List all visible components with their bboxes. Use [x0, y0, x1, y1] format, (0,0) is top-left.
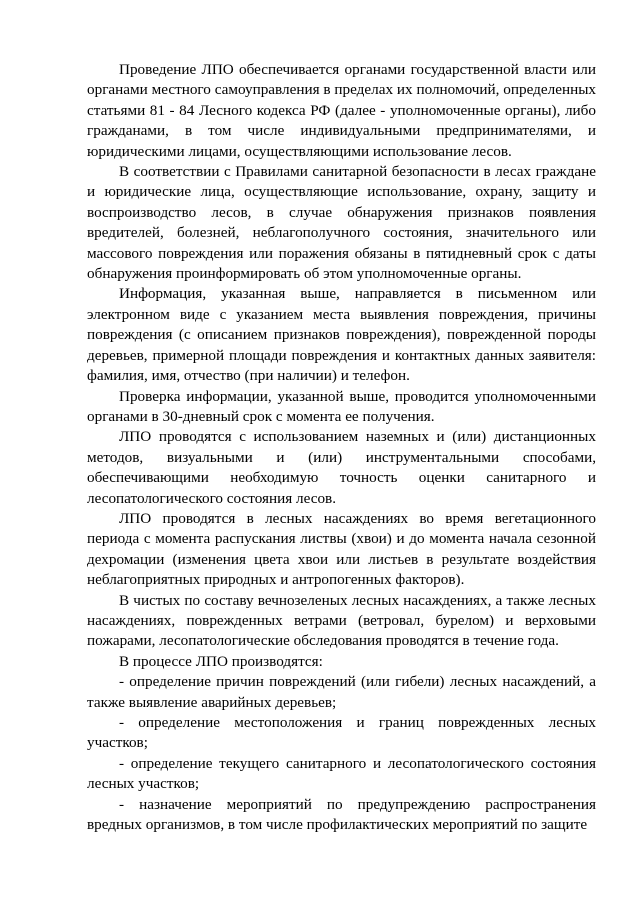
- paragraph-6: ЛПО проводятся в лесных насаждениях во время вегетационного периода с момента распускания листвы (хвои) и до момента начала сезонной дехромации (изменения цвета хвои или листьев в результате воздействия неблагоприятных природных и антропогенных факторов).: [87, 509, 596, 589]
- paragraph-5: ЛПО проводятся с использованием наземных и (или) дистанционных методов, визуальными и (или) инструментальными способами, обеспечивающими необходимую точность оценки санитарного и лесопатологического состояния лесов.: [87, 428, 596, 507]
- paragraph-8: В процессе ЛПО производятся:: [119, 652, 323, 670]
- list-item-4: - назначение мероприятий по предупреждению распространения вредных организмов, в том числе профилактических мероприятий по защите: [87, 795, 596, 834]
- list-item-1: - определение причин повреждений (или гибели) лесных насаждений, а также выявление аварийных деревьев;: [87, 673, 596, 711]
- paragraph-7: В чистых по составу вечнозеленых лесных насаждениях, а также лесных насаждениях, поврежденных ветрами (ветровал, бурелом) и верховыми пожарами, лесопатологические обследования проводятся в течение года.: [87, 591, 596, 650]
- list-item-2: - определение местоположения и границ поврежденных лесных участков;: [87, 714, 596, 752]
- paragraph-1: Проведение ЛПО обеспечивается органами государственной власти или органами местного самоуправления в пределах их полномочий, определенных статьями 81 - 84 Лесного кодекса РФ (далее - уполномоченные органы), либо гражданами, в том числе индивидуальными предпринимателями, и юридическими лицами, осуществляющими использование лесов.: [87, 61, 596, 160]
- list-item-3: - определение текущего санитарного и лесопатологического состояния лесных участков;: [87, 754, 596, 793]
- paragraph-4: Проверка информации, указанной выше, проводится уполномоченными органами в 30-дневный срок с момента ее получения.: [87, 387, 596, 425]
- paragraph-3: Информация, указанная выше, направляется в письменном или электронном виде с указанием места выявления повреждения, причины повреждения (с описанием признаков повреждения), поврежденной породы деревьев, примерной площади повреждения и контактных данных заявителя: фамилия, имя, отчество (при наличии) и телефон.: [87, 285, 596, 385]
- paragraph-2: В соответствии с Правилами санитарной безопасности в лесах граждане и юридические лица, осуществляющие использование, охрану, защиту и воспроизводство лесов, в случае обнаружения признаков появления вредителей, болезней, неблагополучного состояния, значительного или массового повреждения или поражения обязаны в пятидневный срок с даты обнаружения проинформировать об этом уполномоченные органы.: [87, 163, 596, 283]
